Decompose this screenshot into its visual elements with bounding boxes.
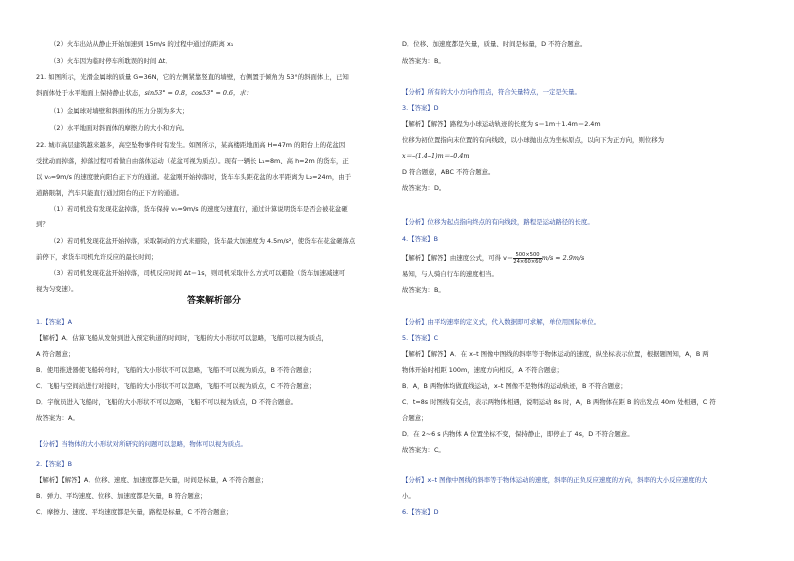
answer-6-label: 6.【答案】D bbox=[402, 508, 439, 516]
answer-4-conclusion: 故答案为：B。 bbox=[402, 286, 445, 294]
answer-2-line-2: B．弹力、平均速度、位移、加速度都是矢量，B 符合题意； bbox=[36, 492, 207, 500]
question-21-text: 斜面体处于水平地面上保持静止状态， bbox=[36, 89, 145, 97]
question-22-part-1: （1）若司机没有发现花盆掉落，货车保持 v₀=9m/s 的速度匀速直行，通过计算说明货车是否会被花盆砸 bbox=[50, 205, 348, 213]
answer-1-conclusion: 故答案为：A。 bbox=[36, 414, 79, 422]
question-22-line-4: 道路限制，汽车只能直行通过阳台的正下方的通道。 bbox=[36, 189, 183, 197]
question-22-part-3-cont: 视为匀变速）。 bbox=[36, 285, 78, 293]
question-21-part-2: （2）水平地面对斜面体的摩擦力的大小和方向。 bbox=[50, 124, 189, 132]
question-22-line-3: 以 v₀=9m/s 的速度驶向阳台正下方的通道。花盆刚开始掉落时，货车车头距花盆的水平距离为 L₂=24m，由于 bbox=[36, 173, 352, 181]
answer-2-analysis: 【分析】所有的大小方向作用点，符合矢量特点，一定是矢量。 bbox=[402, 88, 581, 96]
answer-5-line-4: C．t=8s 时图线有交点，表示两物体相遇，说明运动 8s 时，A，B 两物体在距 B 的出发点 40m 处相遇，C 符 bbox=[402, 398, 716, 406]
answer-2-line-3: C．摩擦力、速度、平均速度都是矢量，路程是标量，C 不符合题意； bbox=[36, 508, 233, 516]
answer-4-result: m/s ≈ 2.9m/s bbox=[541, 254, 585, 262]
answer-3-analysis: 【分析】位移为起点指向终点的有向线段，路程是运动路径的长度。 bbox=[402, 218, 594, 226]
answer-5-line-1: 【解析】【解答】A．在 x–t 图像中图线的斜率等于物体运动的速度，纵坐标表示位置，根据题图知，A，B 两 bbox=[402, 350, 709, 358]
answer-5-line-3: B．A，B 两物体均做直线运动，x–t 图像不是物体的运动轨迹，B 不符合题意； bbox=[402, 382, 627, 390]
question-20-part-3: （3）火车因为临时停车所耽误的时间 Δt． bbox=[50, 57, 172, 65]
answer-1-line-4: C．飞船与空间站进行对接时，飞船的大小形状不可以忽略，飞船不可以视为质点，C 不符合题意； bbox=[36, 382, 316, 390]
answer-2-line-1: 【解析】【解答】A．位移、速度、加速度都是矢量，时间是标量，A 不符合题意； bbox=[36, 476, 268, 484]
question-22-part-3: （3）若司机发现花盆开始掉落，司机反应时间 Δt＝1s，则司机采取什么方式可以避险（货车加速减速可 bbox=[50, 269, 346, 277]
answer-5-analysis-2: 小。 bbox=[402, 492, 415, 500]
answer-5-line-6: D．在 2~6 s 内物体 A 位置坐标不变，保持静止，即停止了 4s，D 不符合题意。 bbox=[402, 430, 634, 438]
answer-1-line-1: 【解析】A．估算飞船从发射到进入预定轨道的时间时，飞船的大小形状可以忽略，飞船可以视为质点， bbox=[36, 334, 328, 342]
question-22-line-1: 22. 城市高层建筑越来越多，高空坠物事件时有发生。如图所示，某高楼距地面高 H=47m 的阳台上的花盆因 bbox=[36, 141, 346, 149]
answer-2-line-4: D．位移、加速度都是矢量，质量、时间是标量，D 不符合题意。 bbox=[402, 40, 587, 48]
answer-1-line-2: A 符合题意； bbox=[36, 350, 75, 358]
answer-3-label: 3.【答案】D bbox=[402, 104, 439, 112]
answer-3-conclusion: 故答案为：D。 bbox=[402, 184, 446, 192]
question-22-line-2: 受扰动而掉落，掉落过程可看做自由落体运动（花盆可视为质点）。现有一辆长 L₁=8m、高 h=2m 的货车，正 bbox=[36, 157, 349, 165]
answer-5-analysis-1: 【分析】x–t 图像中图线的斜率等于物体运动的速度，斜率的正负反应速度的方向，斜率的大小反应速度的大 bbox=[402, 476, 708, 484]
answer-1-analysis: 【分析】当物体的大小形状对所研究的问题可以忽略，物体可以视为质点。 bbox=[36, 440, 247, 448]
answer-2-label: 2.【答案】B bbox=[36, 460, 73, 468]
answer-1-line-3: B．使用推进器使飞船转弯时，飞船的大小形状不可以忽略，飞船不可以视为质点，B 不符合题意； bbox=[36, 366, 316, 374]
question-21-line-2 bbox=[36, 89, 252, 98]
answer-4-label: 4.【答案】B bbox=[402, 235, 439, 243]
answer-4-formula-line bbox=[402, 250, 584, 266]
answer-2-conclusion: 故答案为：B。 bbox=[402, 57, 445, 65]
answer-5-line-5: 合题意； bbox=[402, 414, 428, 422]
question-22-part-1-cont: 到？ bbox=[36, 220, 49, 228]
section-title: 答案解析部分 bbox=[186, 296, 241, 306]
answer-5-conclusion: 故答案为：C。 bbox=[402, 446, 445, 454]
answer-4-analysis: 【分析】由平均速率的定义式，代入数据即可求解，单位用国际单位。 bbox=[402, 318, 601, 326]
answer-4-text: 【解析】【解答】由速度公式，可得 v＝ bbox=[402, 254, 514, 262]
speed-fraction bbox=[513, 252, 542, 265]
fraction-denominator: 24×60×60 bbox=[513, 258, 542, 265]
answer-3-line-2: 位移为初位置指向末位置的有向线段，以小球抛出点为坐标原点，以向下为正方向，则位移为 bbox=[402, 136, 665, 144]
fraction-numerator: 500×500 bbox=[513, 252, 542, 259]
answer-1-line-5: D．宇航员进入飞船时，飞船的大小形状不可以忽略，飞船不可以视为质点，D 不符合题意。 bbox=[36, 398, 298, 406]
answer-5-label: 5.【答案】C bbox=[402, 334, 439, 342]
answer-3-line-1: 【解析】【解答】路程为小球运动轨迹的长度为 s＝1m＋1.4m＝2.4m bbox=[402, 120, 601, 128]
question-21-part-1: （1）金属球对墙壁和斜面体的压力分别为多大； bbox=[50, 107, 189, 115]
answer-3-line-4: D 符合题意，ABC 不符合题意。 bbox=[402, 168, 495, 176]
question-21-line-1: 21. 如图所示，光滑金属球的质量 G=36N，它的左侧紧靠竖直的墙壁，右侧置于倾角为 53°的斜面体上，已知 bbox=[36, 73, 349, 81]
question-22-part-2-cont: 前停下，求货车司机允许反应的最长时间； bbox=[36, 253, 158, 261]
answer-4-line-2: 易知，与人骑自行车的速度相当。 bbox=[402, 270, 498, 278]
question-22-part-2: （2）若司机发现花盆开始掉落，采取制动的方式来避险，货车最大加速度为 4.5m/s²，使货车在花盆砸落点 bbox=[50, 237, 356, 245]
question-20-part-2: （2）火车出站从静止开始加速到 15m/s 的过程中通过的距离 x₁ bbox=[50, 40, 234, 48]
answer-5-line-2: 物体开始时相距 100m，速度方向相反，A 不符合题意； bbox=[402, 366, 564, 374]
trig-values: sin53° = 0.8，cos53° = 0.6，求： bbox=[144, 89, 253, 97]
answer-1-label: 1.【答案】A bbox=[36, 318, 73, 326]
answer-3-formula: x＝–(1.4–1)m＝–0.4m bbox=[402, 152, 470, 160]
